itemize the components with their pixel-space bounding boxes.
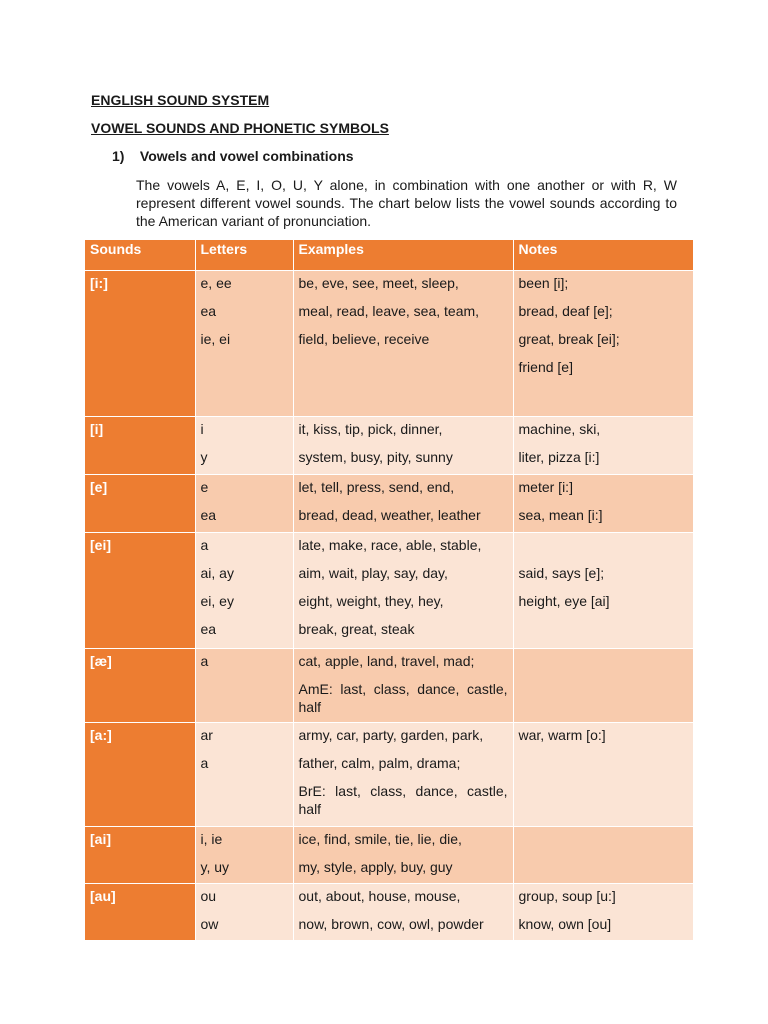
example-line: BrE: last, class, dance, castle, half	[298, 782, 508, 817]
table-header-row	[85, 240, 693, 270]
note-line: liter, pizza [i:]	[518, 448, 600, 465]
note-line: sea, mean [i:]	[518, 506, 603, 523]
examples-cell	[293, 474, 513, 532]
example-line: late, make, race, able, stable,	[298, 536, 482, 553]
note-line: bread, deaf [e];	[518, 302, 613, 319]
notes-cell	[513, 474, 693, 532]
examples-cell	[293, 416, 513, 474]
notes-cell	[513, 416, 693, 474]
letters-line: ar	[200, 726, 213, 743]
notes-cell	[513, 883, 693, 940]
example-line: out, about, house, mouse,	[298, 887, 461, 904]
letters-cell	[195, 648, 293, 722]
example-line: army, car, party, garden, park,	[298, 726, 484, 743]
section-number: 1)	[112, 148, 125, 164]
letters-line: ea	[200, 620, 217, 637]
letters-cell	[195, 883, 293, 940]
document-subtitle: VOWEL SOUNDS AND PHONETIC SYMBOLS	[91, 120, 389, 136]
example-line: be, eve, see, meet, sleep,	[298, 274, 459, 291]
example-line: aim, wait, play, say, day,	[298, 564, 448, 581]
header-notes: Notes	[513, 240, 693, 270]
note-line: height, eye [ai]	[518, 592, 610, 609]
examples-cell	[293, 270, 513, 416]
example-line: meal, read, leave, sea, team,	[298, 302, 480, 319]
section-heading	[112, 148, 354, 164]
table-row	[85, 416, 693, 474]
letters-cell	[195, 826, 293, 883]
sound-cell	[85, 883, 195, 940]
letters-line: e, ee	[200, 274, 232, 291]
table-row	[85, 648, 693, 722]
example-line: my, style, apply, buy, guy	[298, 858, 453, 875]
note-line: meter [i:]	[518, 478, 573, 495]
notes-cell	[513, 270, 693, 416]
document-title: ENGLISH SOUND SYSTEM	[91, 92, 270, 108]
sound-symbol: [au]	[90, 887, 116, 904]
note-line: group, soup [u:]	[518, 887, 616, 904]
examples-cell	[293, 722, 513, 826]
note-line: friend [e]	[518, 358, 573, 375]
table-row	[85, 883, 693, 940]
letters-line: ea	[200, 506, 217, 523]
sound-cell	[85, 416, 195, 474]
note-line: great, break [ei];	[518, 330, 620, 347]
section-title: Vowels and vowel combinations	[139, 148, 354, 164]
sound-cell	[85, 270, 195, 416]
letters-line: i	[200, 420, 204, 437]
examples-cell	[293, 826, 513, 883]
letters-cell	[195, 532, 293, 648]
table-row	[85, 532, 693, 648]
sound-symbol: [e]	[90, 478, 108, 495]
header-sounds: Sounds	[85, 240, 195, 270]
examples-cell	[293, 648, 513, 722]
sound-cell	[85, 474, 195, 532]
sound-cell	[85, 826, 195, 883]
example-line: cat, apple, land, travel, mad;	[298, 652, 475, 669]
table-row	[85, 826, 693, 883]
table-row	[85, 270, 693, 416]
vowel-table	[85, 240, 694, 940]
example-line: now, brown, cow, owl, powder	[298, 915, 484, 932]
header-examples: Examples	[293, 240, 513, 270]
letters-cell	[195, 416, 293, 474]
example-line: AmE: last, class, dance, castle, half	[298, 680, 508, 715]
sound-cell	[85, 722, 195, 826]
notes-cell	[513, 826, 693, 883]
letters-line: y	[200, 448, 208, 465]
intro-paragraph: The vowels A, E, I, O, U, Y alone, in combination with one another or with R, W represent different vowel sounds. The chart below lists the vowel sounds according to the American variant of pronunciation.	[136, 177, 677, 229]
letters-line: a	[200, 754, 209, 771]
sound-symbol: [ai]	[90, 830, 111, 847]
examples-cell	[293, 532, 513, 648]
example-line: system, busy, pity, sunny	[298, 448, 453, 465]
letters-line: ei, ey	[200, 592, 234, 609]
sound-symbol: [ei]	[90, 536, 111, 553]
letters-line: y, uy	[200, 858, 230, 875]
letters-cell	[195, 722, 293, 826]
example-line: father, calm, palm, drama;	[298, 754, 461, 771]
header-letters: Letters	[195, 240, 293, 270]
notes-cell	[513, 532, 693, 648]
sound-cell	[85, 648, 195, 722]
letters-line: i, ie	[200, 830, 223, 847]
letters-cell	[195, 270, 293, 416]
letters-line: e	[200, 478, 209, 495]
table-body	[85, 270, 693, 940]
table-row	[85, 474, 693, 532]
letters-line: a	[200, 652, 209, 669]
example-line: field, believe, receive	[298, 330, 430, 347]
example-line: let, tell, press, send, end,	[298, 478, 455, 495]
example-line: it, kiss, tip, pick, dinner,	[298, 420, 443, 437]
note-line: machine, ski,	[518, 420, 601, 437]
letters-cell	[195, 474, 293, 532]
sound-symbol: [a:]	[90, 726, 112, 743]
example-line: eight, weight, they, hey,	[298, 592, 444, 609]
letters-line: ea	[200, 302, 217, 319]
letters-line: ou	[200, 887, 217, 904]
note-line: war, warm [o:]	[518, 726, 606, 743]
example-line: ice, find, smile, tie, lie, die,	[298, 830, 462, 847]
sound-symbol: [æ]	[90, 652, 112, 669]
note-line: said, says [e];	[518, 564, 605, 581]
notes-cell	[513, 722, 693, 826]
examples-cell	[293, 883, 513, 940]
letters-line: ow	[200, 915, 219, 932]
sound-symbol: [i]	[90, 420, 104, 437]
sound-cell	[85, 532, 195, 648]
example-line: break, great, steak	[298, 620, 415, 637]
notes-cell	[513, 648, 693, 722]
note-line	[519, 533, 688, 561]
sound-symbol: [i:]	[90, 274, 108, 291]
letters-line: ai, ay	[200, 564, 234, 581]
note-line: know, own [ou]	[518, 915, 612, 932]
letters-line: a	[200, 536, 209, 553]
letters-line: ie, ei	[200, 330, 231, 347]
note-line: been [i];	[518, 274, 569, 291]
table-row	[85, 722, 693, 826]
example-line: bread, dead, weather, leather	[298, 506, 481, 523]
